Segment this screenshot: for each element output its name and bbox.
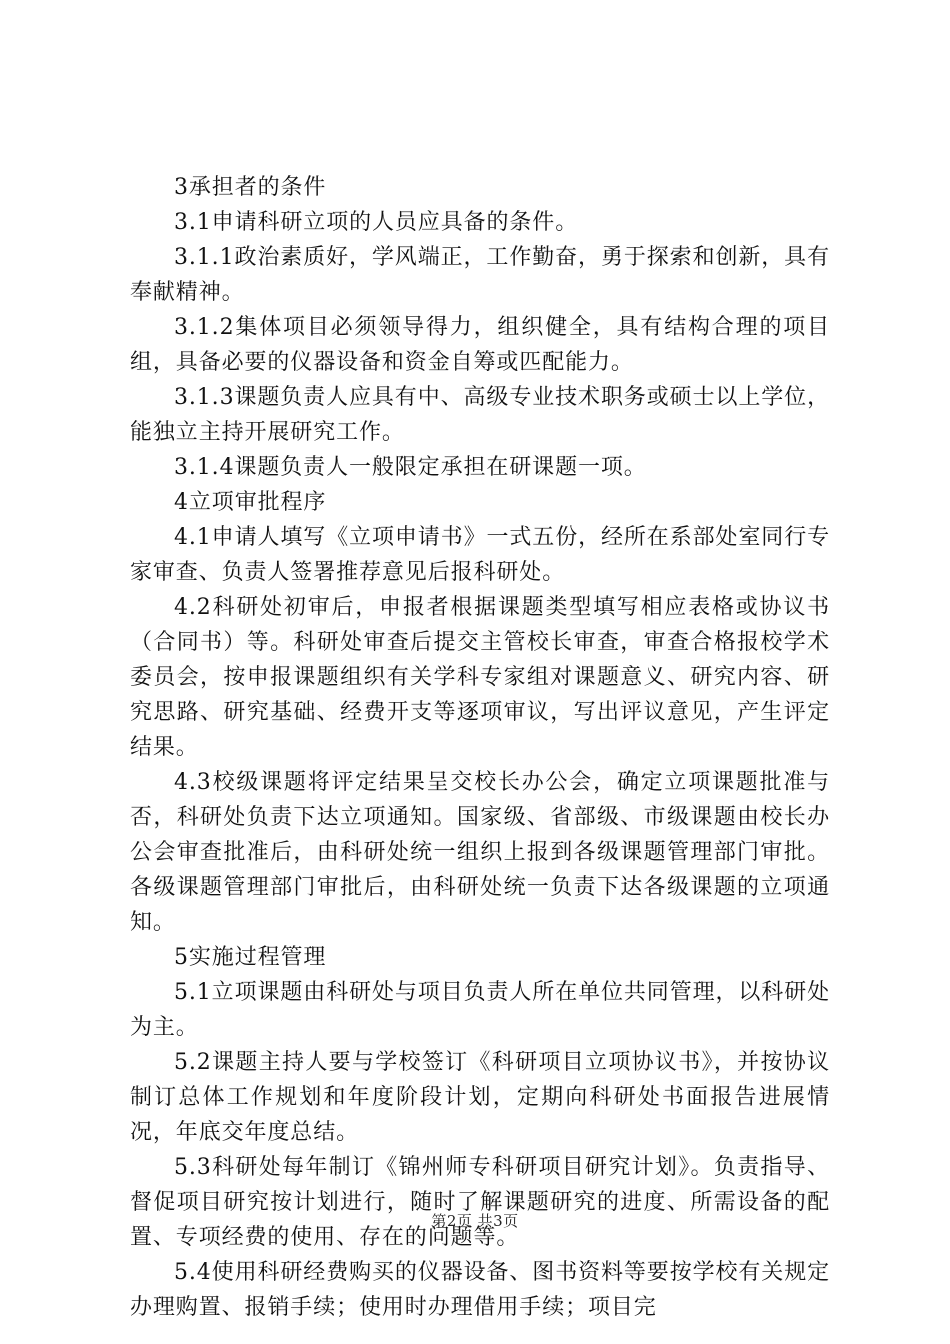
paragraph-3-1-1: 3.1.1政治素质好，学风端正，工作勤奋，勇于探索和创新，具有奉献精神。 — [130, 245, 830, 305]
paragraph-3-1-3: 3.1.3课题负责人应具有中、高级专业技术职务或硕士以上学位，能独立主持开展研究工作。 — [130, 385, 830, 445]
paragraph-heading-3: 3承担者的条件 — [174, 175, 327, 200]
paragraph-heading-4: 4立项审批程序 — [174, 490, 327, 515]
paragraph-5-1: 5.1立项课题由科研处与项目负责人所在单位共同管理，以科研处为主。 — [130, 980, 830, 1040]
paragraph-5-4: 5.4使用科研经费购买的仪器设备、图书资料等要按学校有关规定办理购置、报销手续；使用时办理借用手续；项目完 — [130, 1260, 830, 1320]
paragraph-4-3: 4.3校级课题将评定结果呈交校长办公会，确定立项课题批准与否，科研处负责下达立项通知。国家级、省部级、市级课题由校长办公会审查批准后，由科研处统一组织上报到各级课题管理部门审批。各级课题管理部门审批后，由科研处统一负责下达各级课题的立项通知。 — [130, 770, 830, 935]
paragraph-3-1-4: 3.1.4课题负责人一般限定承担在研课题一项。 — [174, 455, 647, 480]
paragraph-3-1-2: 3.1.2集体项目必须领导得力，组织健全，具有结构合理的项目组，具备必要的仪器设备和资金自筹或匹配能力。 — [130, 315, 830, 375]
paragraph-4-1: 4.1申请人填写《立项申请书》一式五份，经所在系部处室同行专家审查、负责人签署推荐意见后报科研处。 — [130, 525, 830, 585]
page-number-footer: 第2页 共3页 — [431, 1212, 519, 1230]
paragraph-4-2: 4.2科研处初审后，申报者根据课题类型填写相应表格或协议书（合同书）等。科研处审查后提交主管校长审查，审查合格报校学术委员会，按申报课题组织有关学科专家组对课题意义、研究内容、研究思路、研究基础、经费开支等逐项审议，写出评议意见，产生评定结果。 — [130, 595, 830, 760]
paragraph-5-3: 5.3科研处每年制订《锦州师专科研项目研究计划》。负责指导、督促项目研究按计划进行，随时了解课题研究的进度、所需设备的配置、专项经费的使用、存在的问题等。 — [130, 1155, 830, 1250]
document-body — [130, 170, 830, 1325]
paragraph-heading-5: 5实施过程管理 — [174, 945, 327, 970]
paragraph-5-2: 5.2课题主持人要与学校签订《科研项目立项协议书》，并按协议制订总体工作规划和年度阶段计划，定期向科研处书面报告进展情况，年底交年度总结。 — [130, 1050, 830, 1145]
paragraph-3-1: 3.1申请科研立项的人员应具备的条件。 — [174, 210, 579, 235]
